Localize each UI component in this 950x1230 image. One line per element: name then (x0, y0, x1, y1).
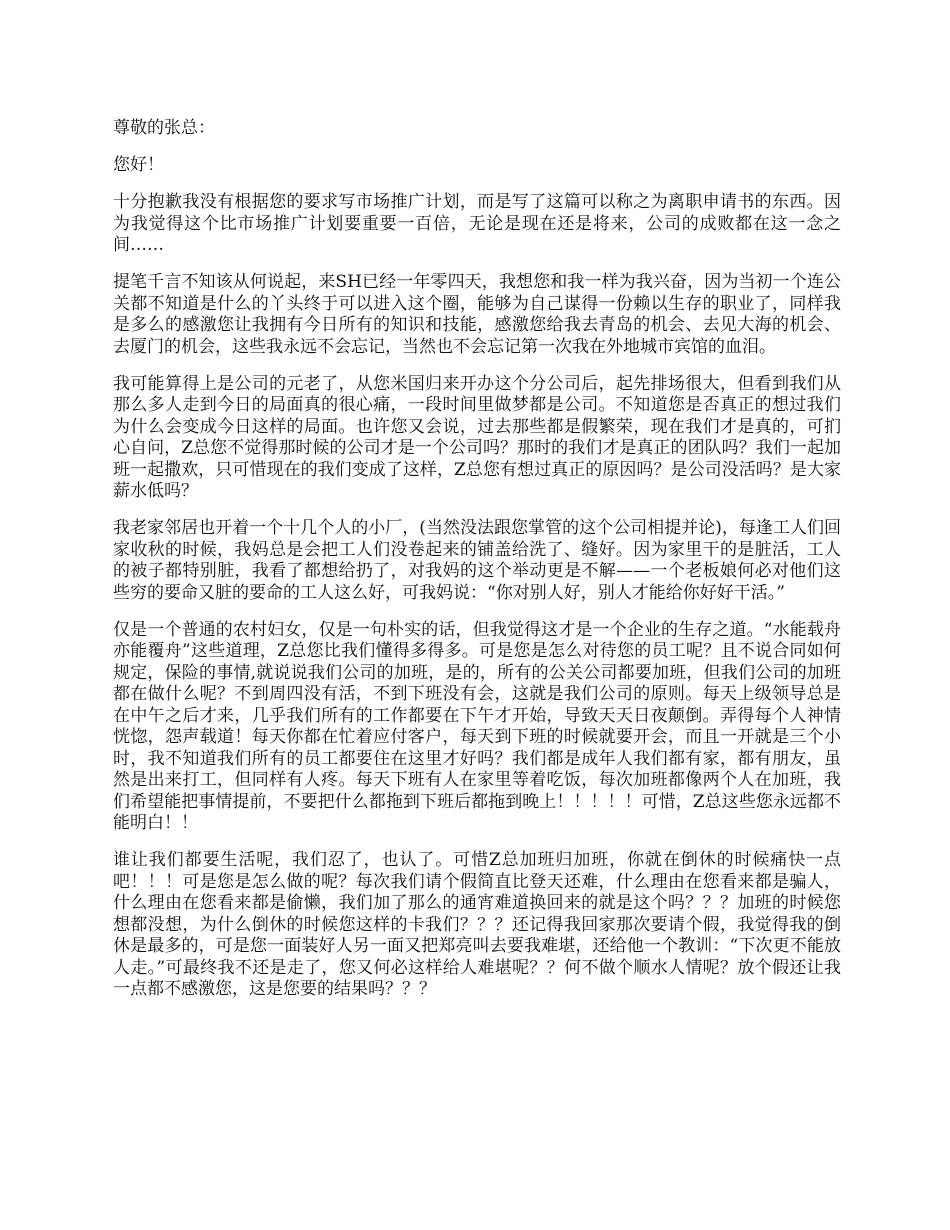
paragraph-4: 我老家邻居也开着一个十几个人的小厂，(当然没法跟您掌管的这个公司相提并论)，每逢工人们回家收秋的时候，我妈总是会把工人们没卷起来的铺盖给洗了、缝好。因为家里干的是脏活，工人的被子都特别脏，我看了都想给扔了，对我妈的这个举动更是不解——一个老板娘何必对他们这些穷的要命又脏的要命的工人这么好，可我妈说：“你对别人好，别人才能给你好好干活。” (113, 518, 841, 603)
paragraph-6: 谁让我们都要生活呢，我们忍了，也认了。可惜Z总加班归加班，你就在倒休的时候痛快一点吧！！！可是您是怎么做的呢？每次我们请个假简直比登天还难，什么理由在您看来都是骗人，什么理由在您看来都是偷懒，我们加了那么的通宵难道换回来的就是这个吗？？？加班的时候您想都没想，为什么倒休的时候您这样的卡我们？？？还记得我回家那次要请个假，我觉得我的倒休是最多的，可是您一面装好人另一面又把郑亮叫去要我难堪，还给他一个教训：“下次更不能放人走。”可最终我不还是走了，您又何必这样给人难堪呢？？何不做个顺水人情呢？放个假还让我一点都不感激您，这是您要的结果吗？？？ (113, 850, 841, 999)
paragraph-1: 十分抱歉我没有根据您的要求写市场推广计划，而是写了这篇可以称之为离职申请书的东西。因为我觉得这个比市场推广计划要重要一百倍，无论是现在还是将来，公司的成败都在这一念之间…… (113, 192, 841, 255)
salutation: 尊敬的张总： (113, 118, 215, 138)
greeting: 您好！ (113, 155, 164, 175)
paragraph-2: 提笔千言不知该从何说起，来SH已经一年零四天，我想您和我一样为我兴奋，因为当初一个连公关都不知道是什么的丫头终于可以进入这个圈，能够为自己谋得一份赖以生存的职业了，同样我是多么的感激您让我拥有今日所有的知识和技能，感激您给我去青岛的机会、去见大海的机会、去厦门的机会，这些我永远不会忘记，当然也不会忘记第一次我在外地城市宾馆的血泪。 (113, 272, 841, 357)
letter-body (113, 118, 841, 1016)
paragraph-5: 仅是一个普通的农村妇女，仅是一句朴实的话，但我觉得这才是一个企业的生存之道。“水能载舟亦能覆舟”这些道理，Z总您比我们懂得多得多。可是您是怎么对待您的员工呢？且不说合同如何规定，保险的事情,就说说我们公司的加班，是的，所有的公关公司都要加班，但我们公司的加班都在做什么呢？不到周四没有活，不到下班没有会，这就是我们公司的原则。每天上级领导总是在中午之后才来，几乎我们所有的工作都要在下午才开始，导致天天日夜颠倒。弄得每个人神情恍惚，怨声载道！每天你都在忙着应付客户，每天到下班的时候就要开会，而且一开就是三个小时，我不知道我们所有的员工都要住在这里才好吗？我们都是成年人我们都有家，都有朋友，虽然是出来打工，但同样有人疼。每天下班有人在家里等着吃饭，每次加班都像两个人在加班，我们希望能把事情提前，不要把什么都拖到下班后都拖到晚上！！！！！可惜，Z总这些您永远都不能明白！！ (113, 619, 841, 833)
paragraph-3: 我可能算得上是公司的元老了，从您米国归来开办这个分公司后，起先排场很大，但看到我们从那么多人走到今日的局面真的很心痛，一段时间里做梦都是公司。不知道您是否真正的想过我们为什么会变成今日这样的局面。也许您又会说，过去那些都是假繁荣，现在我们才是真的，可扪心自问，Z总您不觉得那时候的公司才是一个公司吗？那时的我们才是真正的团队吗？我们一起加班一起撒欢，只可惜现在的我们变成了这样，Z总您有想过真正的原因吗？是公司没活吗？是大家薪水低吗？ (113, 373, 841, 501)
